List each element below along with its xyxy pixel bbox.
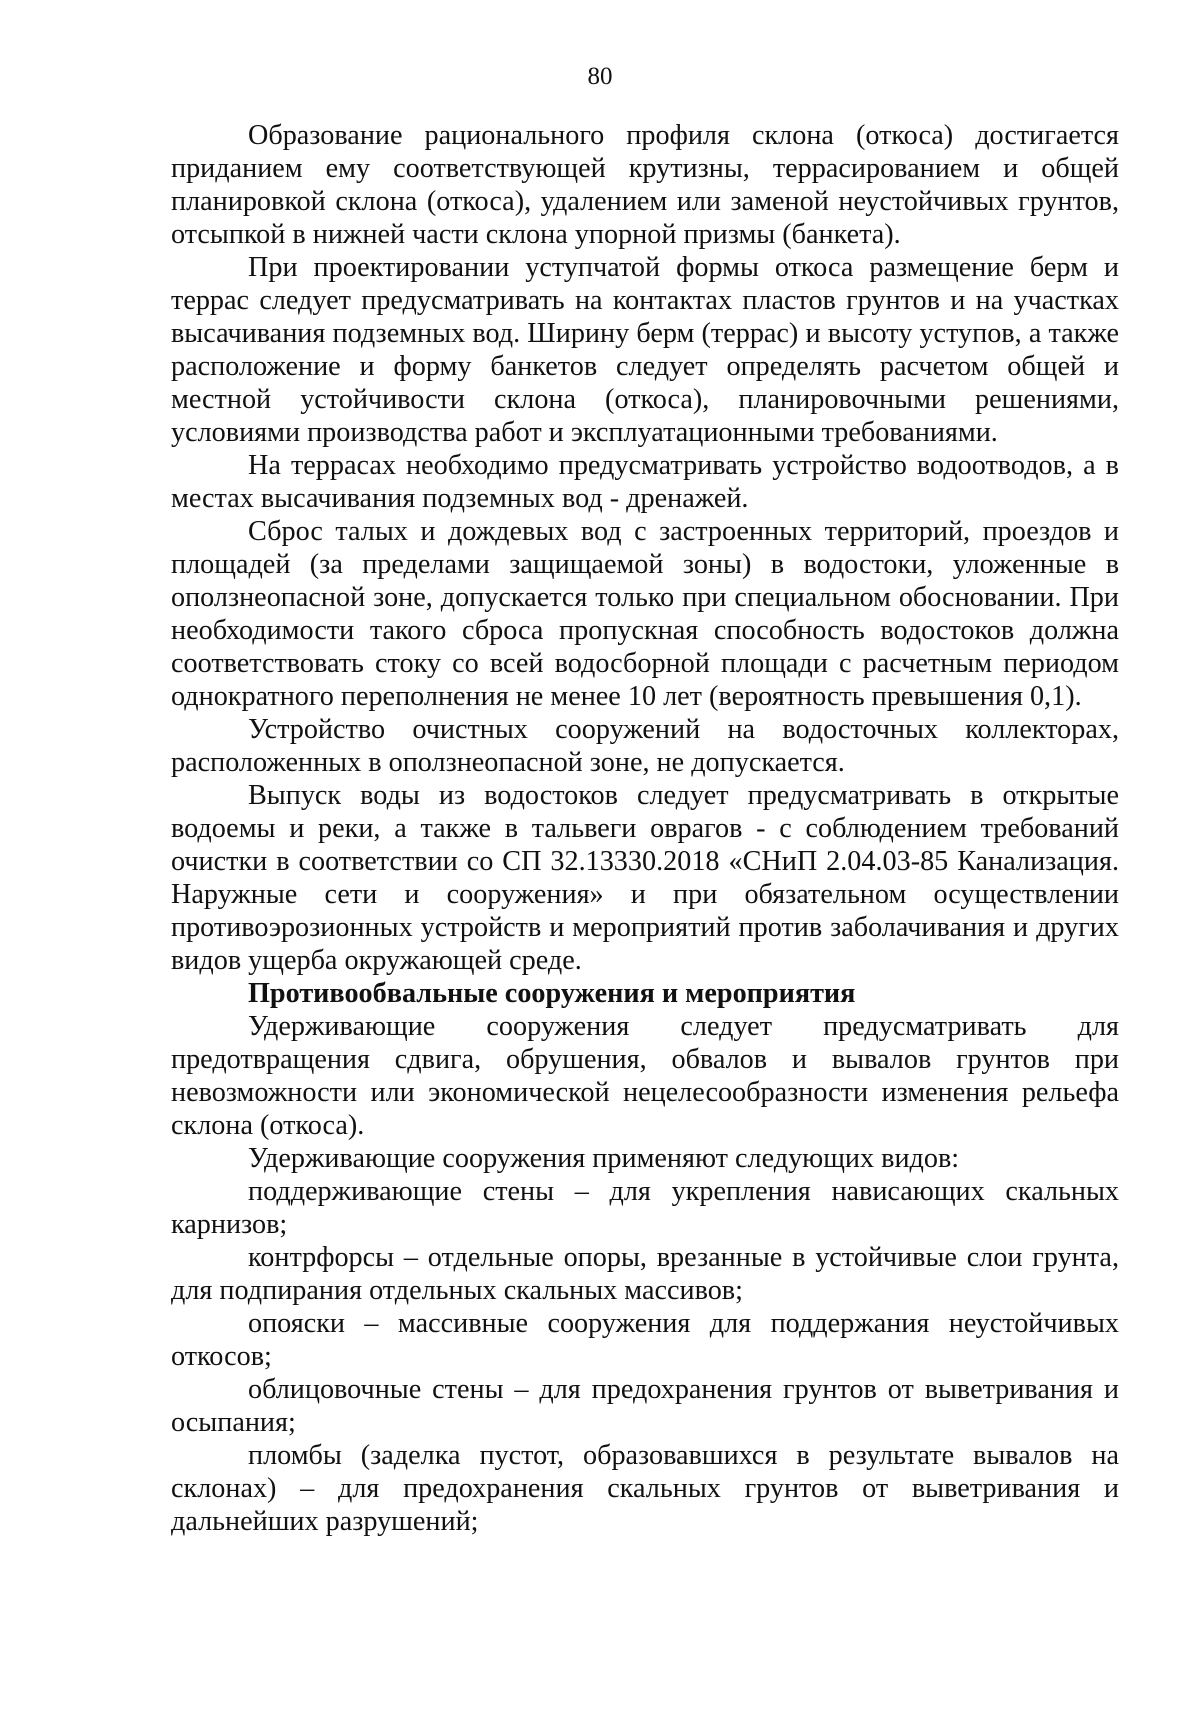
document-body [171,119,1119,1538]
list-item: поддерживающие стены – для укрепления нависающих скальных карнизов; [171,1176,1119,1240]
section-heading: Противообвальные сооружения и мероприятия [248,978,856,1009]
paragraph: Образование рационального профиля склона (откоса) достигается приданием ему соответствующей крутизны, террасированием и общей планировкой склона (откоса), удалением или заменой неустойчивых грунтов, отсыпкой в нижней части склона упорной призмы (банкета). [171,120,1119,250]
list-item: опояски – массивные сооружения для поддержания неустойчивых откосов; [171,1308,1119,1372]
paragraph: Удерживающие сооружения применяют следующих видов: [248,1143,960,1174]
list-item: контрфорсы – отдельные опоры, врезанные в устойчивые слои грунта, для подпирания отдельных скальных массивов; [171,1242,1119,1306]
paragraph: Сброс талых и дождевых вод с застроенных территорий, проездов и площадей (за пределами защищаемой зоны) в водостоки, уложенные в оползнеопасной зоне, допускается только при специальном обосновании. При необходимости такого сброса пропускная способность водостоков должна соответствовать стоку со всей водосборной площади с расчетным периодом однократного переполнения не менее 10 лет (вероятность превышения 0,1). [171,516,1119,712]
list-item: пломбы (заделка пустот, образовавшихся в результате вывалов на склонах) – для предохранения скальных грунтов от выветривания и дальнейших разрушений; [171,1440,1119,1537]
list-item: облицовочные стены – для предохранения грунтов от выветривания и осыпания; [171,1374,1119,1438]
paragraph: При проектировании уступчатой формы откоса размещение берм и террас следует предусматривать на контактах пластов грунтов и на участках высачивания подземных вод. Ширину берм (террас) и высоту уступов, а также расположение и форму банкетов следует определять расчетом общей и местной устойчивости склона (откоса), планировочными решениями, условиями производства работ и эксплуатационными требованиями. [171,252,1119,448]
paragraph: На террасах необходимо предусматривать устройство водоотводов, а в местах высачивания подземных вод - дренажей. [171,450,1119,514]
paragraph: Удерживающие сооружения следует предусматривать для предотвращения сдвига, обрушения, обвалов и вывалов грунтов при невозможности или экономической нецелесообразности изменения рельефа склона (откоса). [171,1011,1119,1141]
page-number: 80 [587,63,613,90]
paragraph: Выпуск воды из водостоков следует предусматривать в открытые водоемы и реки, а также в тальвеги оврагов - с соблюдением требований очистки в соответствии со СП 32.13330.2018 «СНиП 2.04.03-85 Канализация. Наружные сети и сооружения» и при обязательном осуществлении противоэрозионных устройств и мероприятий против заболачивания и других видов ущерба окружающей среде. [171,780,1119,976]
paragraph: Устройство очистных сооружений на водосточных коллекторах, расположенных в оползнеопасной зоне, не допускается. [171,714,1119,778]
